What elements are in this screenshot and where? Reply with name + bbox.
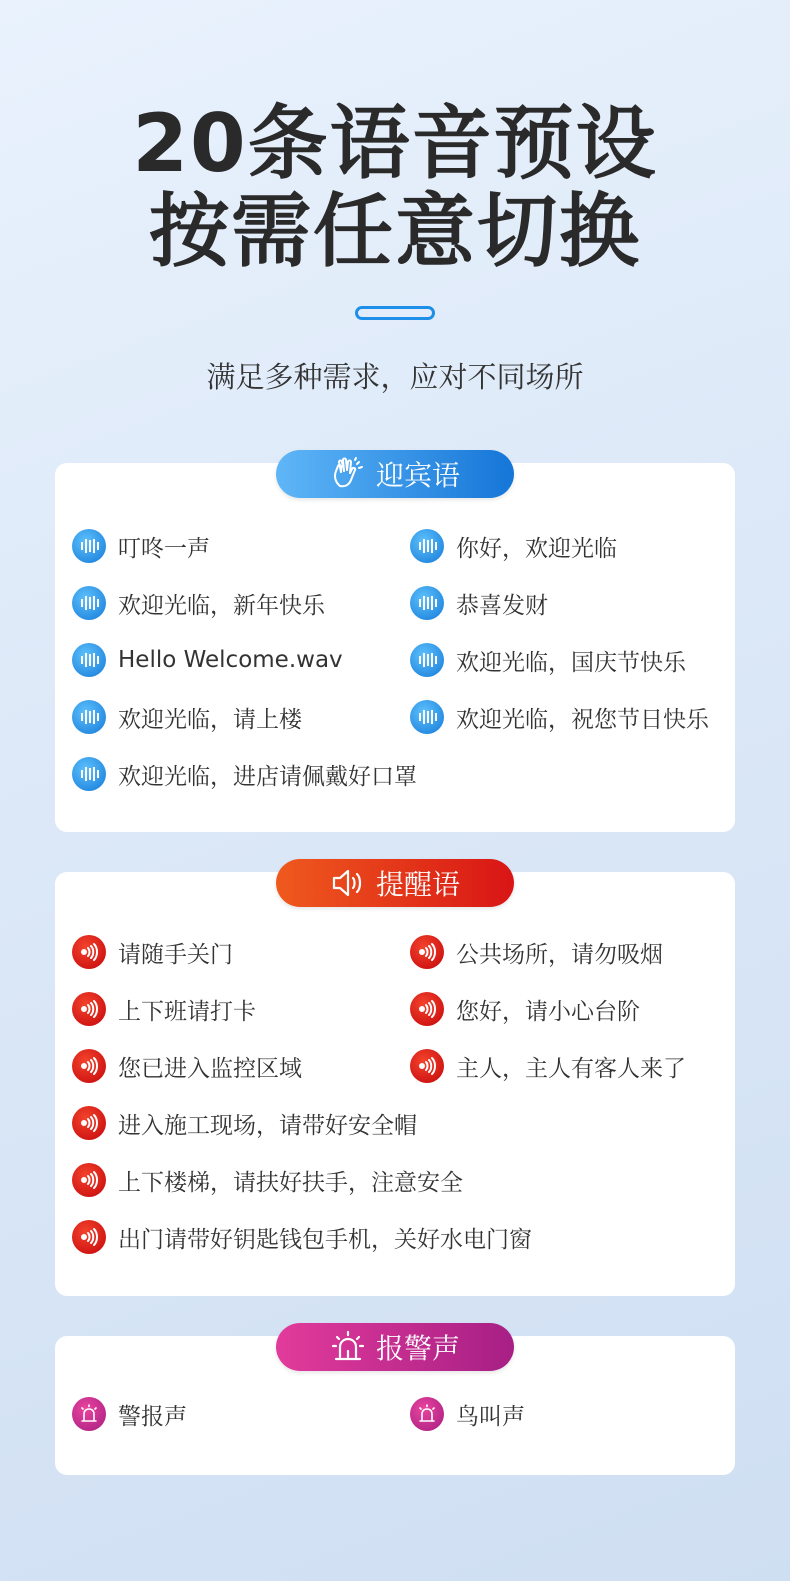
voice-option-label: 叮咚一声	[118, 535, 210, 562]
voice-option-welcome-5[interactable]	[72, 642, 343, 678]
voice-option-label: 欢迎光临，祝您节日快乐	[456, 706, 709, 733]
sound-wave-icon	[410, 700, 444, 734]
broadcast-icon	[72, 992, 106, 1026]
sound-wave-icon	[410, 529, 444, 563]
voice-option-label: 您好，请小心台阶	[456, 998, 640, 1025]
speaker-icon	[330, 865, 366, 901]
voice-option-welcome-4[interactable]	[410, 585, 548, 621]
sound-wave-icon	[72, 529, 106, 563]
broadcast-icon	[72, 1163, 106, 1197]
broadcast-icon	[410, 1049, 444, 1083]
voice-option-reminder-7[interactable]	[72, 1105, 417, 1141]
reminder-section-header	[276, 859, 514, 907]
voice-option-label: 警报声	[118, 1403, 187, 1430]
voice-option-label: 欢迎光临，新年快乐	[118, 592, 325, 619]
voice-option-label: Hello Welcome.wav	[118, 647, 343, 673]
voice-option-label: 欢迎光临，请上楼	[118, 706, 302, 733]
voice-option-reminder-4[interactable]	[410, 991, 640, 1027]
broadcast-icon	[72, 1106, 106, 1140]
voice-option-label: 你好，欢迎光临	[456, 535, 617, 562]
voice-option-label: 欢迎光临，进店请佩戴好口罩	[118, 763, 417, 790]
page-title-line2: 按需任意切换	[149, 185, 641, 278]
voice-option-reminder-8[interactable]	[72, 1162, 463, 1198]
voice-option-label: 恭喜发财	[456, 592, 548, 619]
sound-wave-icon	[72, 586, 106, 620]
voice-option-welcome-6[interactable]	[410, 642, 686, 678]
voice-option-alarm-2[interactable]	[410, 1396, 525, 1432]
voice-option-label: 鸟叫声	[456, 1403, 525, 1430]
siren-icon	[410, 1397, 444, 1431]
siren-icon	[72, 1397, 106, 1431]
broadcast-icon	[72, 1220, 106, 1254]
siren-icon	[330, 1329, 366, 1365]
voice-option-alarm-1[interactable]	[72, 1396, 187, 1432]
page-subtitle: 满足多种需求，应对不同场所	[206, 360, 584, 394]
voice-option-reminder-5[interactable]	[72, 1048, 302, 1084]
sound-wave-icon	[72, 700, 106, 734]
broadcast-icon	[72, 935, 106, 969]
voice-option-label: 进入施工现场，请带好安全帽	[118, 1112, 417, 1139]
broadcast-icon	[72, 1049, 106, 1083]
broadcast-icon	[410, 935, 444, 969]
welcome-section-label: 迎宾语	[375, 459, 460, 492]
voice-option-welcome-1[interactable]	[72, 528, 210, 564]
voice-option-label: 主人，主人有客人来了	[456, 1055, 686, 1082]
voice-option-welcome-9[interactable]	[72, 756, 417, 792]
sound-wave-icon	[410, 586, 444, 620]
voice-option-reminder-1[interactable]	[72, 934, 233, 970]
voice-option-welcome-2[interactable]	[410, 528, 617, 564]
broadcast-icon	[410, 992, 444, 1026]
voice-option-label: 上下楼梯，请扶好扶手，注意安全	[118, 1169, 463, 1196]
voice-option-label: 您已进入监控区域	[118, 1055, 302, 1082]
voice-option-label: 上下班请打卡	[118, 998, 256, 1025]
voice-option-reminder-3[interactable]	[72, 991, 256, 1027]
voice-option-welcome-7[interactable]	[72, 699, 302, 735]
sound-wave-icon	[410, 643, 444, 677]
voice-option-label: 出门请带好钥匙钱包手机，关好水电门窗	[118, 1226, 532, 1253]
voice-option-reminder-9[interactable]	[72, 1219, 532, 1255]
alarm-section-header	[276, 1323, 514, 1371]
sound-wave-icon	[72, 757, 106, 791]
sound-wave-icon	[72, 643, 106, 677]
title-divider	[355, 306, 435, 320]
voice-option-label: 欢迎光临，国庆节快乐	[456, 649, 686, 676]
voice-option-welcome-3[interactable]	[72, 585, 325, 621]
voice-option-reminder-6[interactable]	[410, 1048, 686, 1084]
clapping-hands-icon	[330, 456, 366, 492]
voice-option-reminder-2[interactable]	[410, 934, 663, 970]
voice-option-label: 公共场所，请勿吸烟	[456, 941, 663, 968]
welcome-section-header	[276, 450, 514, 498]
voice-option-label: 请随手关门	[118, 941, 233, 968]
reminder-section-label: 提醒语	[375, 868, 460, 901]
page-title-line1: 20条语音预设	[132, 97, 658, 190]
alarm-section-label: 报警声	[375, 1332, 460, 1365]
voice-option-welcome-8[interactable]	[410, 699, 709, 735]
